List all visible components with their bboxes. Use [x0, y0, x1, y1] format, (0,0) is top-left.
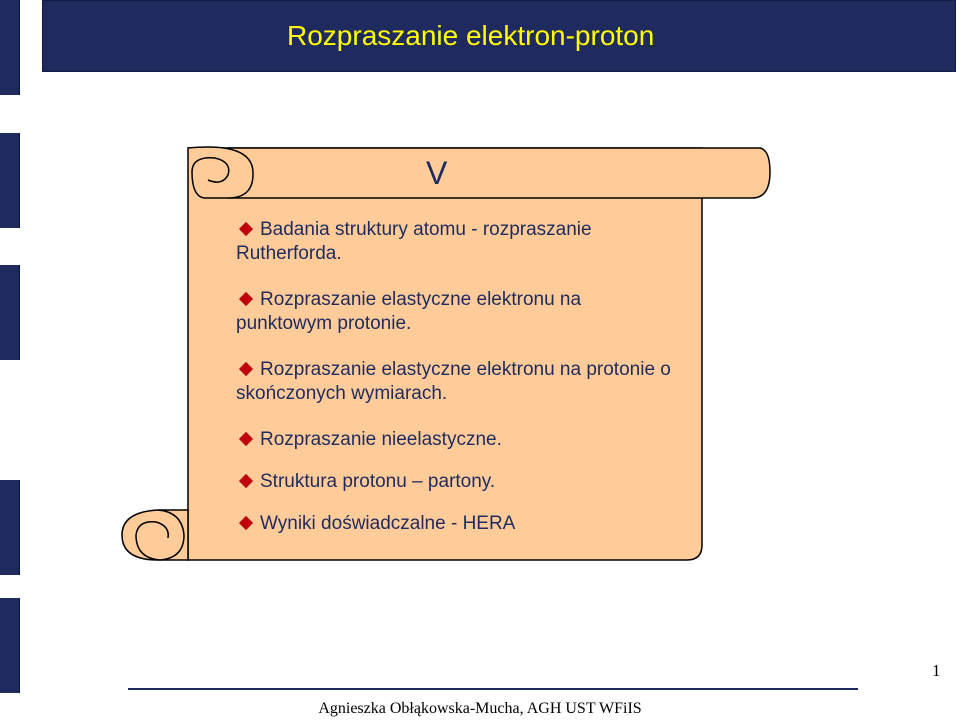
bullet-item [236, 358, 676, 406]
bullet-text: Struktura protonu – partony. [260, 471, 496, 492]
footer-divider [128, 688, 858, 690]
bullet-item [236, 470, 676, 494]
footer-author: Agnieszka Obłąkowska-Mucha, AGH UST WFiIS [318, 700, 642, 717]
scroll-letter: V [426, 155, 448, 191]
diamond-bullet-icon [239, 474, 253, 488]
bullet-text: Rozpraszanie elastyczne elektronu na protonie o skończonych wymiarach. [236, 359, 671, 404]
bullet-text: Rozpraszanie elastyczne elektronu na punktowym protonie. [236, 289, 582, 334]
bullet-text: Rozpraszanie nieelastyczne. [260, 429, 502, 450]
bullet-text: Badania struktury atomu - rozpraszanie Rutherforda. [236, 219, 592, 264]
diamond-bullet-icon [239, 362, 253, 376]
diamond-bullet-icon [239, 222, 253, 236]
bullet-item [236, 288, 676, 336]
bullet-item [236, 428, 676, 452]
diamond-bullet-icon [239, 516, 253, 530]
slide-title: Rozpraszanie elektron-proton [287, 20, 655, 51]
diamond-bullet-icon [239, 432, 253, 446]
bullet-list [236, 218, 676, 558]
diamond-bullet-icon [239, 292, 253, 306]
bullet-item [236, 512, 676, 536]
bullet-item [236, 218, 676, 266]
page-number: 1 [932, 661, 941, 680]
bullet-text: Wyniki doświadczalne - HERA [260, 513, 516, 534]
